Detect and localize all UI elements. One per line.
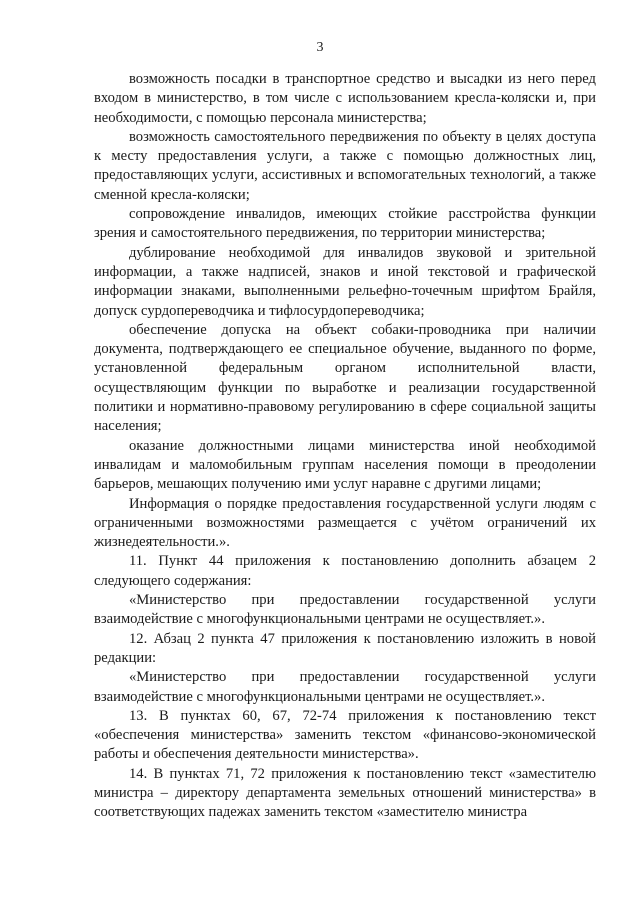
document-body	[94, 70, 596, 823]
paragraph-independent-movement: возможность самостоятельного передвижения по объекту в целях доступа к месту предоставления услуги, а также с помощью должностных лиц, предоставляющих услуги, ассистивных и вспомогательных технологий, а также сменной кресла-коляски;	[94, 128, 596, 203]
paragraph-item-11: 11. Пункт 44 приложения к постановлению дополнить абзацем 2 следующего содержания:	[94, 553, 596, 589]
paragraph-guide-dog: обеспечение допуска на объект собаки-проводника при наличии документа, подтверждающего ее специальное обучение, выданного по форме, установленной федеральным органом исполнительной власти, осуществляющим функции по выработке и реализации государственной политики и нормативно-правовому регулированию в сфере социальной защиты населения;	[94, 321, 596, 435]
paragraph-quote-1: «Министерство при предоставлении государственной услуги взаимодействие с многофункциональными центрами не осуществляет.».	[94, 592, 596, 628]
paragraph-item-12: 12. Абзац 2 пункта 47 приложения к постановлению изложить в новой редакции:	[94, 630, 596, 666]
paragraph-item-13: 13. В пунктах 60, 67, 72-74 приложения к постановлению текст «обеспечения министерства» заменить текстом «финансово-экономической работы и обеспечения деятельности министерства».	[94, 707, 596, 763]
paragraph-boarding-access: возможность посадки в транспортное средство и высадки из него перед входом в министерство, в том числе с использованием кресла-коляски и, при необходимости, с помощью персонала министерства;	[94, 71, 596, 126]
paragraph-officials-assistance: оказание должностными лицами министерства иной необходимой инвалидам и маломобильным группам населения помощи в преодолении барьеров, мешающих получению ими услуг наравне с другими лицами;	[94, 437, 596, 493]
paragraph-information-duplication: дублирование необходимой для инвалидов звуковой и зрительной информации, а также надписей, знаков и иной текстовой и графической информации знаками, выполненными рельефно-точечным шрифтом Брайля, допуск сурдопереводчика и тифлосурдопереводчика;	[94, 244, 596, 319]
paragraph-quote-2: «Министерство при предоставлении государственной услуги взаимодействие с многофункциональными центрами не осуществляет.».	[94, 669, 596, 705]
page-number: 3	[316, 40, 324, 55]
paragraph-information-placement: Информация о порядке предоставления государственной услуги людям с ограниченными возможностями размещается с учётом ограничений их жизнедеятельности.».	[94, 495, 596, 551]
paragraph-item-14: 14. В пунктах 71, 72 приложения к постановлению текст «заместителю министра – директору департамента земельных отношений министерства» в соответствующих падежах заменить текстом «заместителю министра	[94, 765, 596, 821]
paragraph-escort: сопровождение инвалидов, имеющих стойкие расстройства функции зрения и самостоятельного передвижения, по территории министерства;	[94, 206, 596, 242]
